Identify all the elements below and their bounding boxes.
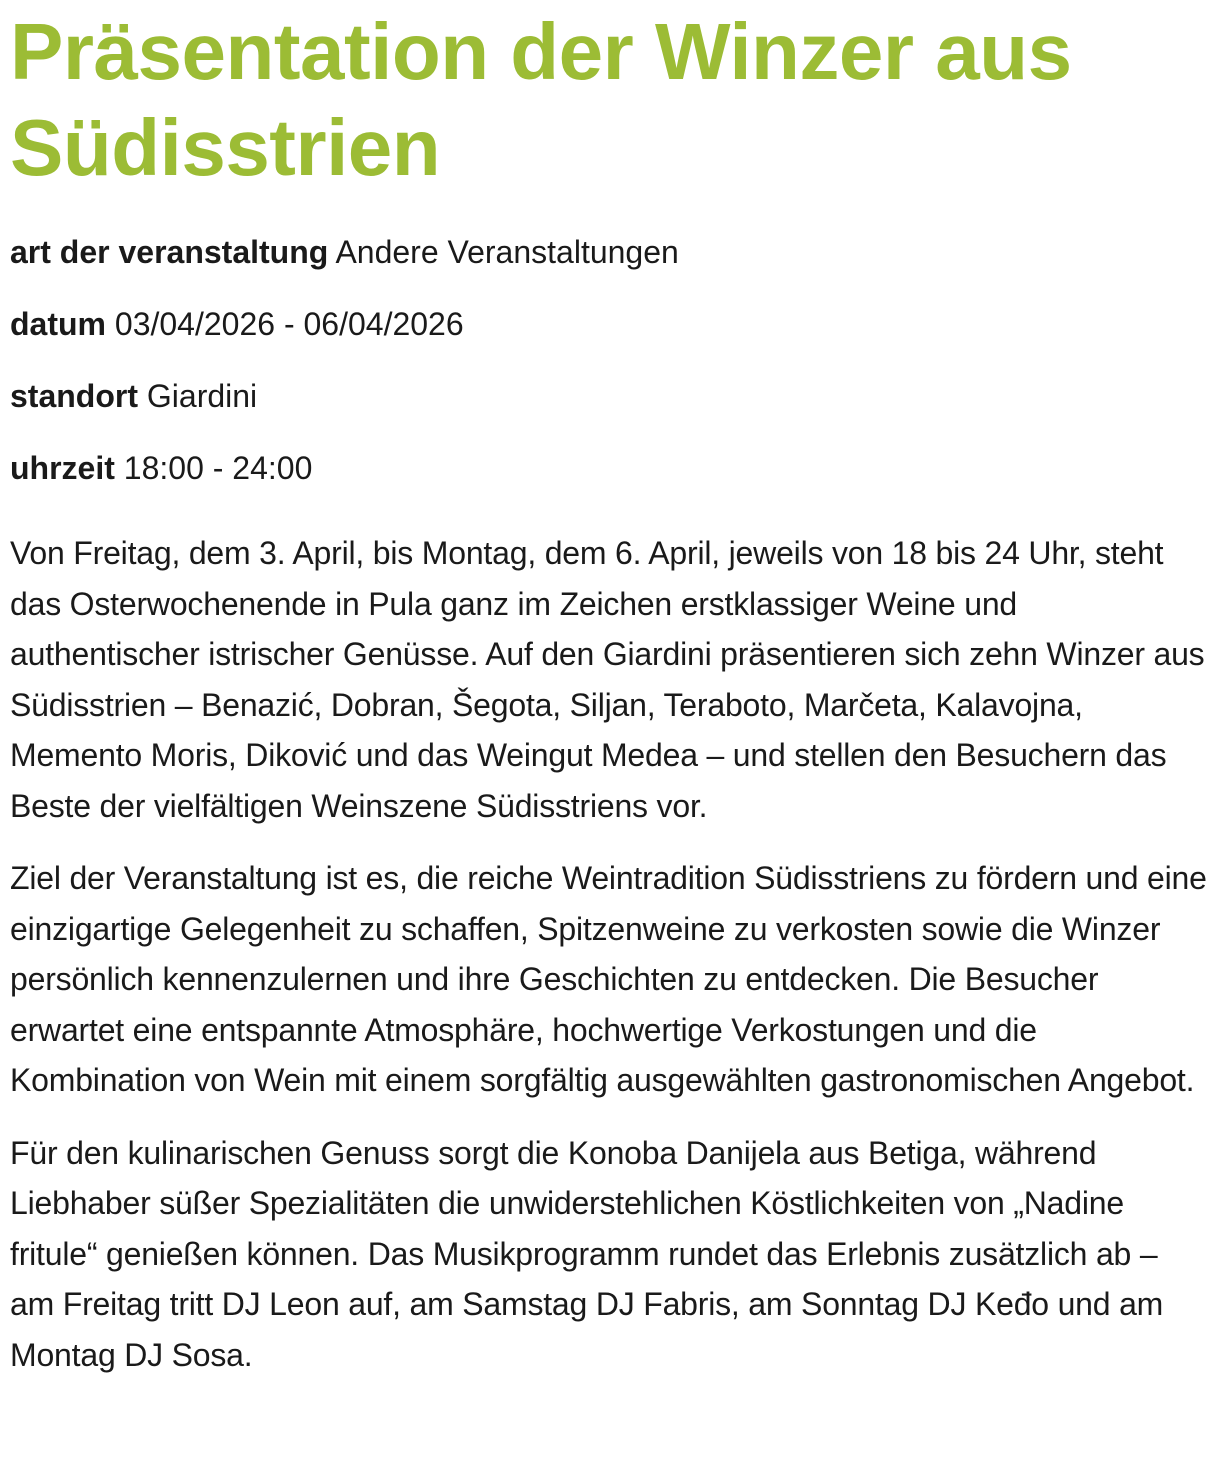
detail-location: [10, 376, 1210, 416]
detail-label: uhrzeit: [10, 450, 115, 486]
detail-value: 18:00 - 24:00: [123, 450, 313, 486]
detail-date: [10, 304, 1210, 344]
detail-label: art der veranstaltung: [10, 234, 329, 270]
description-paragraph: Ziel der Veranstaltung ist es, die reiche Weintradition Südisstriens zu fördern und eine einzigartige Gelegenheit zu schaffen, Spitzenweine zu verkosten sowie die Winzer persönlich kennenzulernen und ihre Geschichten zu entdecken. Die Besucher erwartet eine entspannte Atmosphäre, hochwertige Verkostungen und die Kombination von Wein mit einem sorgfältig ausgewählten gastronomischen Angebot.: [10, 860, 1207, 1098]
detail-label: standort: [10, 378, 138, 414]
event-details: [10, 232, 1210, 488]
description-paragraph: Für den kulinarischen Genuss sorgt die Konoba Danijela aus Betiga, während Liebhaber süßer Spezialitäten die unwiderstehlichen Köstlichkeiten von „Nadine fritule“ genießen können. Das Musikprogramm rundet das Erlebnis zusätzlich ab – am Freitag tritt DJ Leon auf, am Samstag DJ Fabris, am Sonntag DJ Keđo und am Montag DJ Sosa.: [10, 1134, 1164, 1373]
event-description: [10, 528, 1210, 1380]
detail-value: Andere Veranstaltungen: [335, 234, 679, 270]
description-paragraph: Von Freitag, dem 3. April, bis Montag, dem 6. April, jeweils von 18 bis 24 Uhr, steht das Osterwochenende in Pula ganz im Zeichen erstklassiger Weine und authentischer istrischer Genüsse. Auf den Giardini präsentieren sich zehn Winzer aus Südisstrien – Benazić, Dobran, Šegota, Siljan, Teraboto, Marčeta, Kalavojna, Memento Moris, Diković und das Weingut Medea – und stellen den Besuchern das Beste der vielfältigen Weinszene Südisstriens vor.: [10, 535, 1205, 824]
detail-value: 03/04/2026 - 06/04/2026: [114, 306, 464, 342]
page-title: Präsentation der Winzer aus Südisstrien: [10, 7, 1072, 192]
detail-value: Giardini: [146, 378, 258, 414]
detail-event-type: [10, 232, 1210, 272]
detail-time: [10, 448, 1210, 488]
detail-label: datum: [10, 306, 106, 342]
